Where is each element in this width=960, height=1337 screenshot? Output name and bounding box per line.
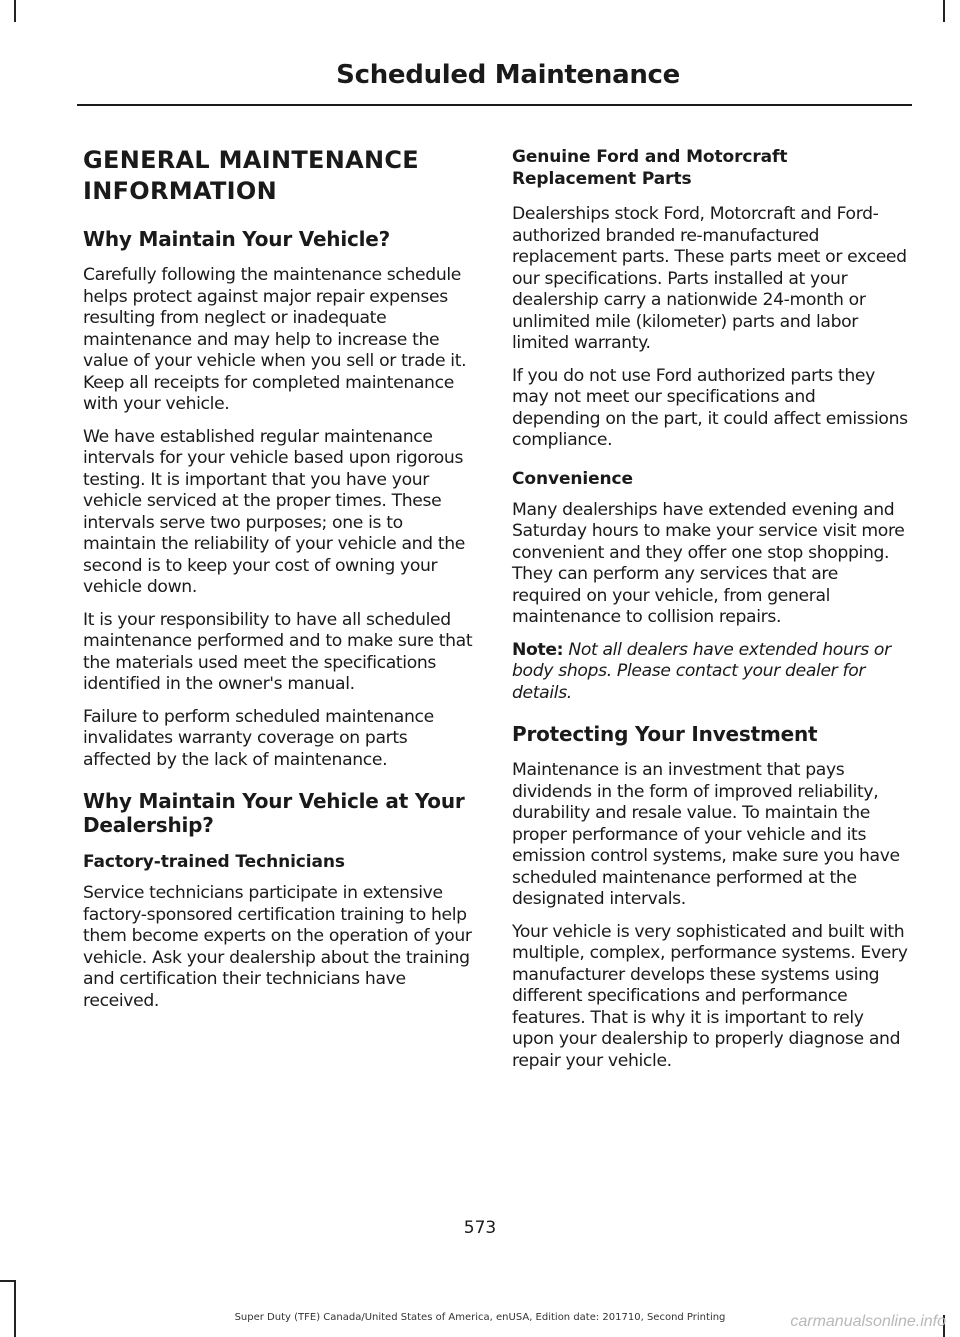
technicians-paragraph: Service technicians participate in extensive factory-sponsored certification training to help them become experts on the operation of your vehicle. Ask your dealership about the training and certification their technicians have received. (83, 883, 472, 1011)
page-number: 573 (463, 1218, 497, 1238)
section-title-line2: INFORMATION (83, 177, 277, 205)
why-maintain-paragraph-2: We have established regular maintenance intervals for your vehicle based upon rigorous testing. It is important that you have your vehicle serviced at the proper times. These intervals serve two purposes; one is to maintain the reliability of your vehicle and the second is to keep your cost of owning your vehicle down. (83, 426, 465, 597)
why-maintain-heading: Why Maintain Your Vehicle? (83, 227, 391, 251)
header-rule (77, 104, 912, 106)
protecting-paragraph-2: Your vehicle is very sophisticated and built with multiple, complex, performance systems. Every manufacturer develops these systems using different specifications and performance features. That is why it is important to rely upon your dealership to properly diagnose and repair your vehicle. (512, 921, 908, 1071)
watermark: carmanualsonline.info (790, 1313, 946, 1330)
crop-mark-top-left (14, 0, 16, 22)
section-title (83, 145, 475, 207)
convenience-note (512, 640, 908, 705)
convenience-heading: Convenience (512, 468, 633, 489)
note-text: Not all dealers have extended hours or body shops. Please contact your dealer for details. (512, 639, 891, 703)
crop-mark-bottom-left-vertical (14, 1280, 16, 1337)
footer-edition-info: Super Duty (TFE) Canada/United States of America, enUSA, Edition date: 201710, Second Printing (234, 1312, 726, 1323)
right-column (512, 146, 908, 1083)
protecting-heading: Protecting Your Investment (512, 722, 818, 746)
genuine-parts-paragraph-2: If you do not use Ford authorized parts they may not meet our specifications and depending on the part, it could affect emissions compliance. (512, 365, 908, 450)
crop-mark-top-right (943, 0, 945, 22)
why-maintain-paragraph-4: Failure to perform scheduled maintenance invalidates warranty coverage on parts affected by the lack of maintenance. (83, 706, 434, 770)
protecting-paragraph-1: Maintenance is an investment that pays dividends in the form of improved reliability, durability and resale value. To maintain the proper performance of your vehicle and its emission control systems, make sure you have scheduled maintenance performed at the designated intervals. (512, 760, 900, 909)
technicians-subheading: Factory-trained Technicians (83, 852, 345, 872)
why-maintain-paragraph-1: Carefully following the maintenance schedule helps protect against major repair expenses resulting from neglect or inadequate maintenance and may help to increase the value of your vehicle when you sell or trade it. Keep all receipts for completed maintenance with your vehicle. (83, 265, 467, 414)
genuine-parts-heading: Genuine Ford and Motorcraft Replacement Parts (512, 147, 788, 189)
note-label: Note: (512, 639, 564, 660)
section-title-line1: GENERAL MAINTENANCE (83, 146, 419, 174)
why-dealership-heading: Why Maintain Your Vehicle at Your Dealership? (83, 789, 465, 837)
why-maintain-paragraph-3: It is your responsibility to have all scheduled maintenance performed and to make sure that the materials used meet the specifications identified in the owner's manual. (83, 609, 473, 694)
left-column (83, 145, 475, 1023)
convenience-paragraph: Many dealerships have extended evening and Saturday hours to make your service visit more convenient and they offer one stop shopping. They can perform any services that are required on your vehicle, from general maintenance to collision repairs. (512, 499, 905, 627)
page-header-title: Scheduled Maintenance (336, 60, 680, 90)
genuine-parts-paragraph-1: Dealerships stock Ford, Motorcraft and Ford-authorized branded re-manufactured replacement parts. These parts meet or exceed our specifications. Parts installed at your dealership carry a nationwide 24-month or unlimited mile (kilometer) parts and labor limited warranty. (512, 204, 907, 353)
